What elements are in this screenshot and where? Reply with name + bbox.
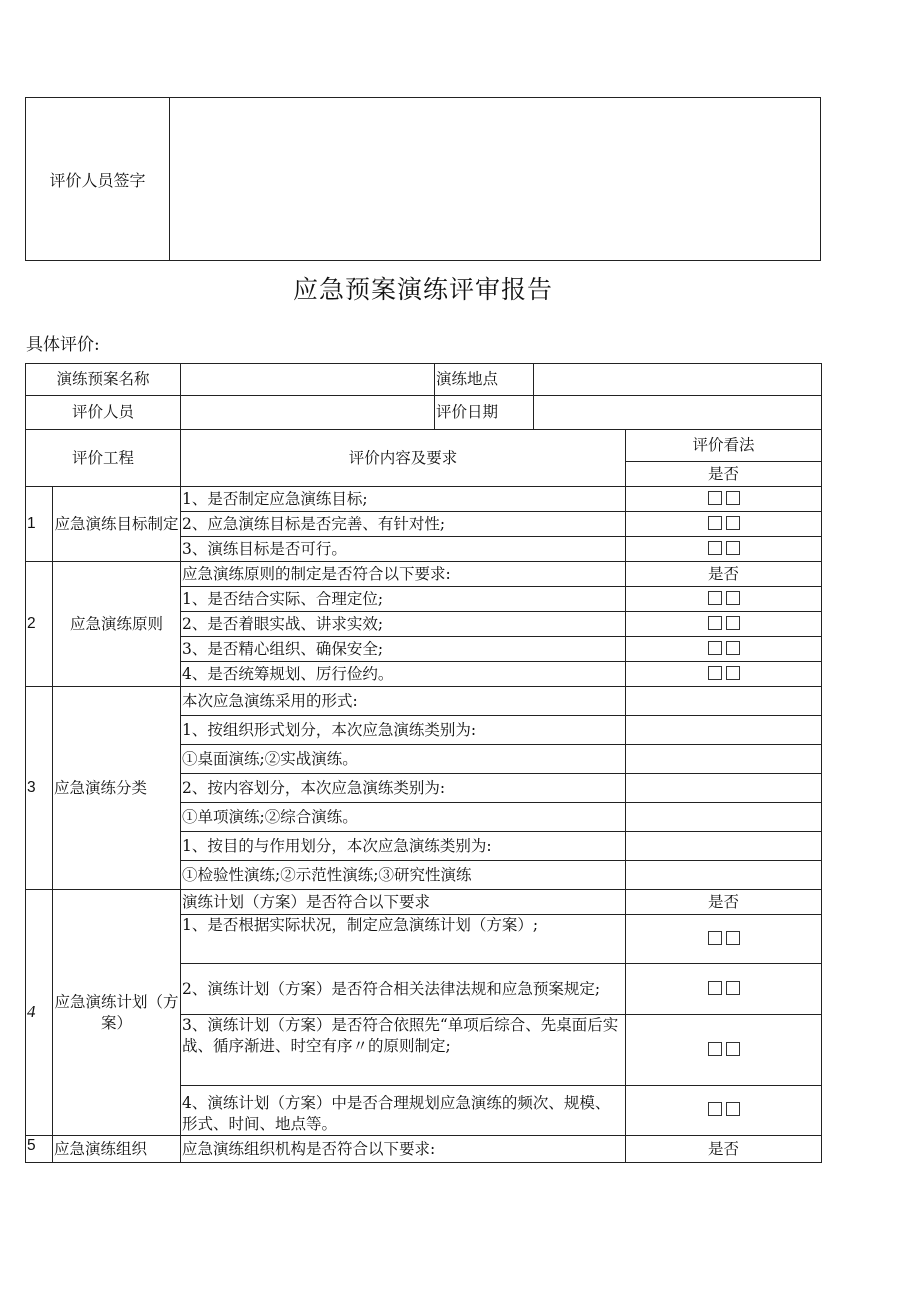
yes-no-header: 是否 (626, 462, 822, 487)
section-5-number: 5 (26, 1136, 53, 1163)
yes-checkbox[interactable] (708, 616, 722, 630)
section-1-row-1-checkboxes (626, 487, 822, 512)
item-header: 评价工程 (26, 430, 181, 487)
no-checkbox[interactable] (726, 541, 740, 555)
section-3-name: 应急演练分类 (53, 687, 181, 890)
section-1-row-1: 1、是否制定应急演练目标; (181, 487, 626, 512)
signature-field[interactable] (170, 98, 821, 261)
section-4-number: 4 (26, 890, 53, 1136)
section-3-row-1-answer[interactable] (626, 687, 822, 716)
no-checkbox[interactable] (726, 591, 740, 605)
location-label: 演练地点 (435, 364, 534, 396)
opinion-header: 评价看法 (626, 430, 822, 462)
section-1-row-2: 2、应急演练目标是否完善、有针对性; (181, 512, 626, 537)
section-4-intro: 演练计划（方案）是否符合以下要求 (181, 890, 626, 915)
yes-checkbox[interactable] (708, 1102, 722, 1116)
yes-checkbox[interactable] (708, 516, 722, 530)
section-3-row-2: 1、按组织形式划分，本次应急演练类别为: (181, 716, 626, 745)
section-3-row-3: ①桌面演练;②实战演练。 (181, 745, 626, 774)
signature-table (25, 97, 821, 261)
section-4-yes-no: 是否 (626, 890, 822, 915)
section-3-row-6-answer[interactable] (626, 832, 822, 861)
section-3-row-5-answer[interactable] (626, 803, 822, 832)
no-checkbox[interactable] (726, 981, 740, 995)
date-field[interactable] (534, 396, 822, 430)
yes-checkbox[interactable] (708, 981, 722, 995)
section-2-row-4: 4、是否统筹规划、厉行俭约。 (181, 662, 626, 687)
section-2-row-2: 2、是否着眼实战、讲求实效; (181, 612, 626, 637)
evaluation-table (25, 363, 822, 1163)
section-5-yes-no: 是否 (626, 1136, 822, 1163)
section-2-number: 2 (26, 562, 53, 687)
section-2-intro: 应急演练原则的制定是否符合以下要求: (181, 562, 626, 587)
yes-checkbox[interactable] (708, 931, 722, 945)
subheading: 具体评价: (26, 335, 100, 355)
section-3-row-3-answer[interactable] (626, 745, 822, 774)
plan-name-field[interactable] (181, 364, 435, 396)
section-3-row-4: 2、按内容划分，本次应急演练类别为: (181, 774, 626, 803)
no-checkbox[interactable] (726, 931, 740, 945)
section-2-row-1: 1、是否结合实际、合理定位; (181, 587, 626, 612)
section-4-row-3-checkboxes (626, 1015, 822, 1086)
section-2-row-1-checkboxes (626, 587, 822, 612)
section-4-row-3: 3、演练计划（方案）是否符合依照先“单项后综合、先桌面后实战、循序渐进、时空有序〃的原则制定; (181, 1015, 626, 1086)
section-3-row-1: 本次应急演练采用的形式: (181, 687, 626, 716)
yes-checkbox[interactable] (708, 641, 722, 655)
section-4-row-2-checkboxes (626, 964, 822, 1015)
location-field[interactable] (534, 364, 822, 396)
content-header: 评价内容及要求 (181, 430, 626, 487)
yes-checkbox[interactable] (708, 666, 722, 680)
section-5-intro: 应急演练组织机构是否符合以下要求: (181, 1136, 626, 1163)
no-checkbox[interactable] (726, 616, 740, 630)
section-3-row-4-answer[interactable] (626, 774, 822, 803)
section-1-number: 1 (26, 487, 53, 562)
evaluator-label: 评价人员 (26, 396, 181, 430)
section-4-row-1-checkboxes (626, 915, 822, 964)
section-4-row-1: 1、是否根据实际状况，制定应急演练计划（方案）; (181, 915, 626, 964)
section-3-row-5: ①单项演练;②综合演练。 (181, 803, 626, 832)
section-5-name: 应急演练组织 (53, 1136, 181, 1163)
yes-checkbox[interactable] (708, 1042, 722, 1056)
no-checkbox[interactable] (726, 516, 740, 530)
no-checkbox[interactable] (726, 1102, 740, 1116)
section-3-row-7-answer[interactable] (626, 861, 822, 890)
section-1-row-2-checkboxes (626, 512, 822, 537)
plan-name-label: 演练预案名称 (26, 364, 181, 396)
section-2-row-4-checkboxes (626, 662, 822, 687)
no-checkbox[interactable] (726, 1042, 740, 1056)
yes-checkbox[interactable] (708, 491, 722, 505)
section-2-yes-no: 是否 (626, 562, 822, 587)
signature-label: 评价人员签字 (26, 98, 170, 261)
yes-checkbox[interactable] (708, 591, 722, 605)
section-1-name: 应急演练目标制定 (53, 487, 181, 562)
section-4-row-2: 2、演练计划（方案）是否符合相关法律法规和应急预案规定; (181, 964, 626, 1015)
section-2-row-3-checkboxes (626, 637, 822, 662)
section-4-row-4: 4、演练计划（方案）中是否合理规划应急演练的频次、规模、形式、时间、地点等。 (181, 1086, 626, 1136)
section-2-row-3: 3、是否精心组织、确保安全; (181, 637, 626, 662)
section-2-name: 应急演练原则 (53, 562, 181, 687)
section-4-row-4-checkboxes (626, 1086, 822, 1136)
yes-checkbox[interactable] (708, 541, 722, 555)
date-label: 评价日期 (435, 396, 534, 430)
no-checkbox[interactable] (726, 641, 740, 655)
no-checkbox[interactable] (726, 666, 740, 680)
page-title: 应急预案演练评审报告 (292, 275, 553, 304)
section-2-row-2-checkboxes (626, 612, 822, 637)
section-3-number: 3 (26, 687, 53, 890)
section-1-row-3-checkboxes (626, 537, 822, 562)
section-3-row-6: 1、按目的与作用划分，本次应急演练类别为: (181, 832, 626, 861)
section-4-name: 应急演练计划（方案） (53, 890, 181, 1136)
evaluator-field[interactable] (181, 396, 435, 430)
no-checkbox[interactable] (726, 491, 740, 505)
section-3-row-2-answer[interactable] (626, 716, 822, 745)
section-1-row-3: 3、演练目标是否可行。 (181, 537, 626, 562)
section-3-row-7: ①检验性演练;②示范性演练;③研究性演练 (181, 861, 626, 890)
